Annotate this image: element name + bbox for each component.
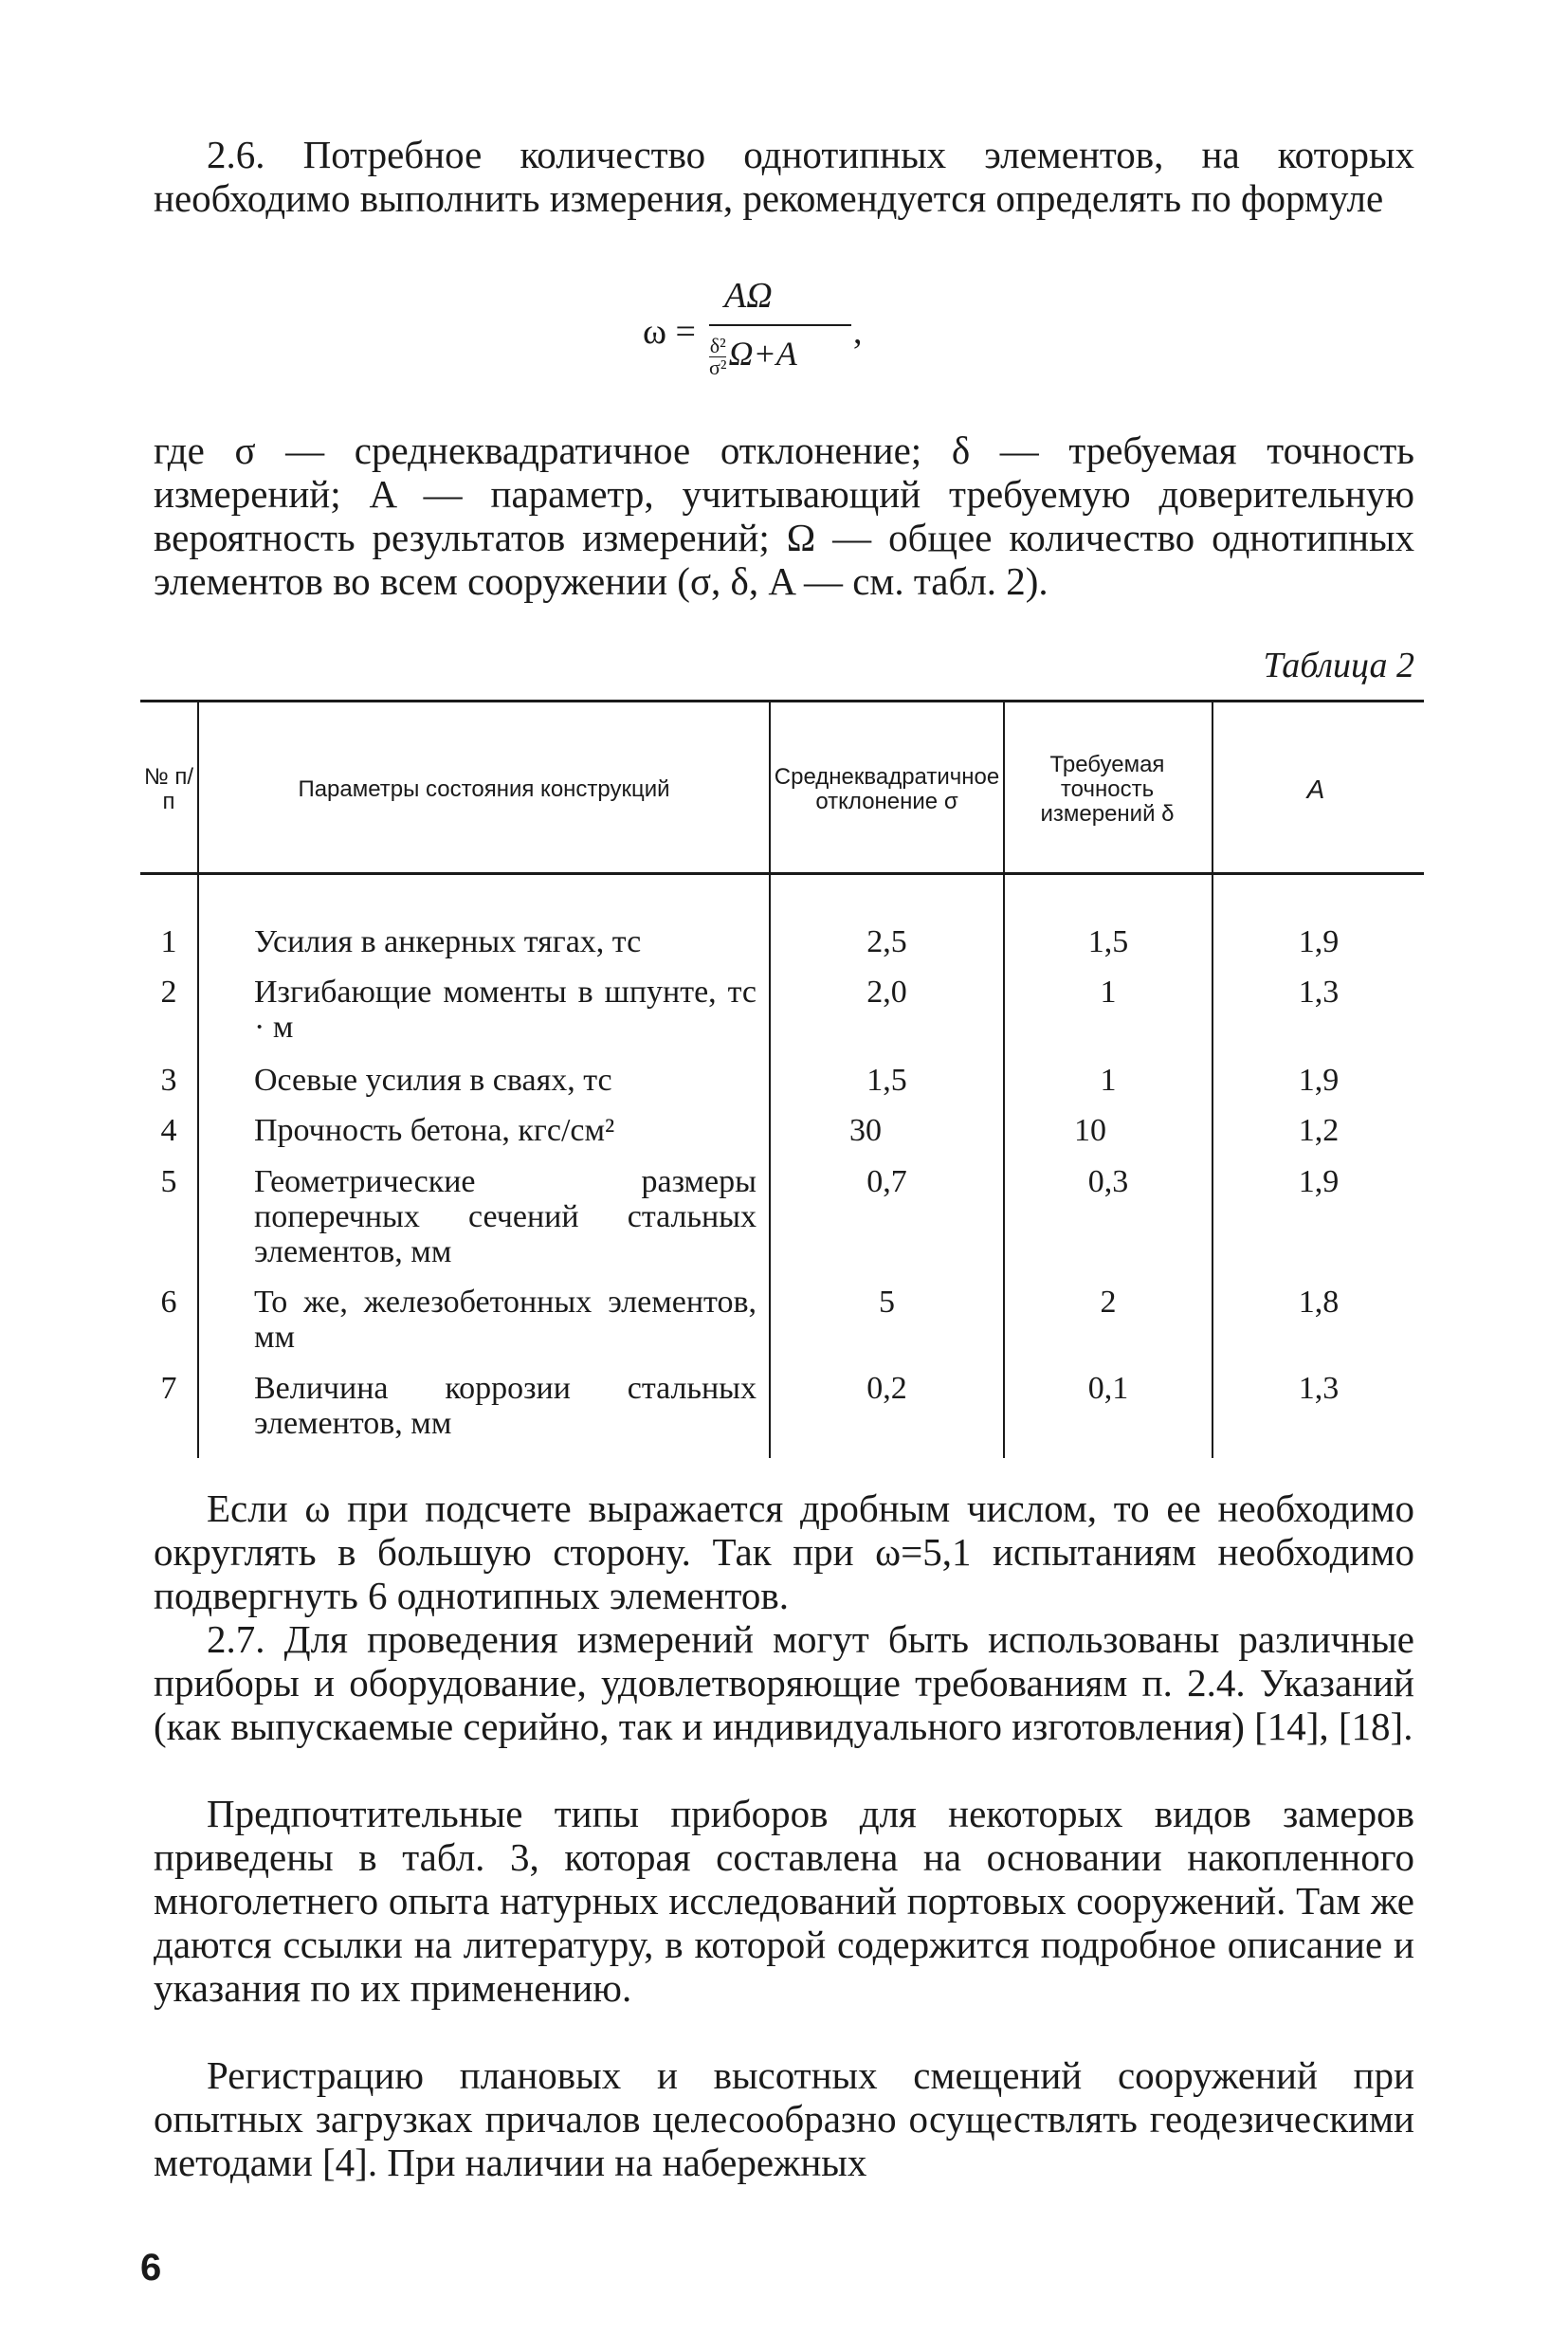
omega-rounding-paragraph: [154, 1486, 1414, 1617]
table-row-1-a: 1,9: [1298, 924, 1340, 959]
section-2-6-paragraph: [154, 133, 1414, 220]
table-2: [140, 700, 1424, 1458]
header-delta: Требуемая точность измерений δ: [1040, 752, 1175, 827]
table-row-1-delta: 1,5: [1087, 924, 1129, 959]
definitions-text: где σ — среднеквадратичное отклонение; δ — требуемая точность измерений; A — параметр, учитывающий требуемую доверительную вероятность результатов измерений; Ω — общее количество однотипных элементов во всем сооружении (σ, δ, A — см. табл. 2).: [154, 428, 1414, 603]
omega-rounding-text: Если ω при подсчете выражается дробным числом, то ее необходимо округлять в большую сторону. Так при ω=5,1 испытаниям необходимо подвергнуть 6 однотипных элементов.: [154, 1486, 1414, 1617]
section-2-7-paragraph: [154, 1617, 1414, 1748]
formula-denominator: [709, 334, 797, 378]
table-row-5-a: 1,9: [1298, 1164, 1340, 1199]
table-row-3-delta: 1: [1100, 1063, 1117, 1098]
formula-delta-sigma-fraction: [709, 336, 726, 378]
section-2-6-text: 2.6. Потребное количество однотипных элементов, на которых необходимо выполнить измерения, рекомендуется определять по формуле: [154, 133, 1414, 220]
table-row-2-param: Изгибающие моменты в шпунте, тс · м: [254, 975, 757, 1045]
table-row-4-sigma: 30: [849, 1113, 882, 1148]
table-row-4-delta: 10: [1074, 1113, 1106, 1148]
formula-numerator: AΩ: [724, 276, 773, 316]
devices-paragraph: [154, 1792, 1414, 2010]
header-sigma: Среднеквадратичное отклонение σ: [774, 764, 1000, 814]
column-divider: [197, 700, 199, 1458]
formula-comma: ,: [853, 312, 863, 352]
table-row-2-sigma: 2,0: [866, 975, 907, 1010]
header-a: A: [1306, 775, 1325, 804]
table-row-3-a: 1,9: [1298, 1063, 1340, 1098]
formula-delta-squared: δ²: [709, 334, 726, 358]
formula-denominator-rest: Ω+A: [728, 335, 797, 373]
table-row-5-delta: 0,3: [1087, 1164, 1129, 1199]
geodesy-text: Регистрацию плановых и высотных смещений сооружений при опытных загрузках причалов целесообразно осуществлять геодезическими методами [4]. При наличии на набережных: [154, 2053, 1414, 2184]
formula-lhs: ω =: [643, 312, 696, 352]
table-row-6-param: То же, железобетонных элементов, мм: [254, 1285, 757, 1355]
table-row-6-a: 1,8: [1298, 1285, 1340, 1320]
table-row-7-a: 1,3: [1298, 1371, 1340, 1406]
table-top-rule: [140, 700, 1424, 702]
table-row-7-no: 7: [160, 1371, 177, 1406]
geodesy-paragraph: [154, 2053, 1414, 2184]
table-row-5-sigma: 0,7: [866, 1164, 907, 1199]
devices-text: Предпочтительные типы приборов для некоторых видов замеров приведены в табл. 3, которая составлена на основании накопленного многолетнего опыта натурных исследований портовых сооружений. Там же даются ссылки на литературу, в которой содержится подробное описание и указания по их применению.: [154, 1792, 1414, 2010]
formula-fraction-bar: [709, 324, 851, 326]
table-row-4-param: Прочность бетона, кгс/см²: [254, 1113, 615, 1148]
table-row-4-a: 1,2: [1298, 1113, 1340, 1148]
table-row-5-no: 5: [160, 1164, 177, 1199]
table-row-1-no: 1: [160, 924, 177, 959]
table-row-4-no: 4: [160, 1113, 177, 1148]
table-row-1-param: Усилия в анкерных тягах, тс: [254, 924, 642, 959]
table-row-6-no: 6: [160, 1285, 177, 1320]
table-row-6-delta: 2: [1100, 1285, 1117, 1320]
sample-size-formula: [643, 267, 889, 391]
header-params: Параметры состояния конструкций: [298, 776, 670, 802]
table-header-rule: [140, 872, 1424, 875]
table-row-7-delta: 0,1: [1087, 1371, 1129, 1406]
table-row-3-no: 3: [160, 1063, 177, 1098]
page-number: 6: [140, 2247, 162, 2288]
definitions-paragraph: [154, 428, 1414, 603]
table-row-3-param: Осевые усилия в сваях, тс: [254, 1063, 612, 1098]
table-row-1-sigma: 2,5: [866, 924, 907, 959]
formula-sigma-squared: σ²: [709, 356, 727, 380]
table-row-7-sigma: 0,2: [866, 1371, 907, 1406]
table-row-7-param: Величина коррозии стальных элементов, мм: [254, 1371, 757, 1441]
header-no: № п/п: [143, 764, 194, 814]
table-row-3-sigma: 1,5: [866, 1063, 907, 1098]
table-row-5-param: Геометрические размеры поперечных сечений стальных элементов, мм: [254, 1164, 757, 1269]
table-row-2-a: 1,3: [1298, 975, 1340, 1010]
table-row-2-no: 2: [160, 975, 177, 1010]
table-row-6-sigma: 5: [879, 1285, 895, 1320]
section-2-7-text: 2.7. Для проведения измерений могут быть использованы различные приборы и оборудование, удовлетворяющие требованиям п. 2.4. Указаний (как выпускаемые серийно, так и индивидуального изготовления) [14], [18].: [154, 1617, 1414, 1748]
table-caption: Таблица 2: [1263, 646, 1414, 685]
table-row-2-delta: 1: [1100, 975, 1117, 1010]
